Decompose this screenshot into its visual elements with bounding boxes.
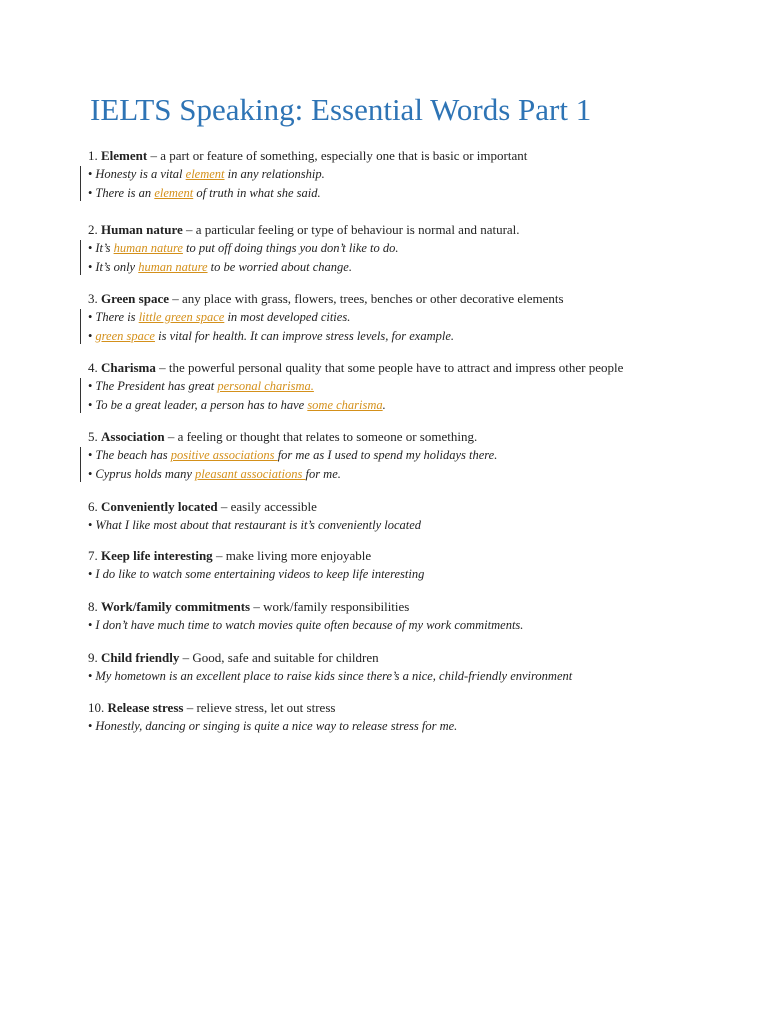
vocab-entry-element (88, 147, 748, 202)
entry-number: 8. (88, 599, 98, 614)
term: Work/family commitments (101, 599, 251, 614)
definition-text: – make living more enjoyable (212, 548, 372, 563)
term: Element (101, 148, 148, 163)
bullet-icon: • (88, 567, 93, 581)
vocab-entry-green-space (88, 290, 748, 345)
examples (88, 446, 748, 483)
highlighted-phrase: personal charisma. (217, 379, 314, 393)
example-sentence: • green space is vital for health. It can improve stress levels, for example. (88, 328, 455, 343)
definition-line (88, 428, 748, 446)
example-sentence: • Honestly, dancing or singing is quite a nice way to release stress for me. (88, 719, 458, 733)
definition-text: – work/family responsibilities (250, 599, 410, 614)
highlighted-phrase: green space (95, 328, 155, 343)
term: Keep life interesting (101, 548, 213, 563)
entry-number: 1. (88, 148, 98, 163)
bullet-icon: • (88, 618, 93, 632)
examples (88, 717, 748, 736)
vocab-entry-work-family-commitments (88, 598, 748, 635)
definition-line (88, 221, 748, 239)
example-sentence: • The President has great personal charisma. (88, 379, 314, 393)
example-sentence: • What I like most about that restaurant is it’s conveniently located (88, 518, 422, 532)
bullet-icon: • (88, 241, 93, 255)
highlighted-phrase: human nature (113, 241, 183, 255)
vocab-entry-release-stress (88, 699, 748, 736)
examples (88, 239, 748, 276)
example-sentence: • There is an element of truth in what she said. (88, 185, 321, 200)
bullet-icon: • (88, 669, 93, 683)
vocab-entry-child-friendly (88, 649, 748, 686)
bullet-icon: • (88, 518, 93, 532)
definition-line (88, 699, 748, 717)
vocab-entry-charisma (88, 359, 748, 414)
definition-text: – the powerful personal quality that some people have to attract and impress other people (155, 360, 624, 375)
highlighted-phrase: positive associations (170, 448, 278, 462)
term: Association (101, 429, 165, 444)
highlighted-phrase: human nature (138, 259, 208, 274)
page-title: IELTS Speaking: Essential Words Part 1 (90, 92, 592, 127)
entry-number: 4. (88, 360, 98, 375)
bullet-icon: • (88, 448, 93, 462)
definition-line (88, 498, 748, 516)
highlighted-phrase: element (154, 185, 194, 200)
bullet-icon: • (88, 167, 93, 181)
example-sentence: • To be a great leader, a person has to have some charisma. (88, 397, 386, 412)
definition-line (88, 547, 748, 565)
definition-text: – Good, safe and suitable for children (179, 650, 379, 665)
bullet-icon: • (88, 466, 93, 481)
vocab-entry-human-nature (88, 221, 748, 276)
examples (88, 565, 748, 584)
bullet-icon: • (88, 397, 93, 412)
examples (88, 616, 748, 635)
definition-line (88, 290, 748, 308)
bullet-icon: • (88, 719, 93, 733)
entry-number: 6. (88, 499, 98, 514)
vocab-entry-conveniently-located (88, 498, 748, 535)
definition-line (88, 359, 748, 377)
examples (88, 165, 748, 202)
term: Charisma (101, 360, 156, 375)
example-sentence: • There is little green space in most developed cities. (88, 310, 351, 324)
example-sentence: • Cyprus holds many pleasant associations for me. (88, 466, 341, 481)
highlighted-phrase: some charisma (307, 397, 383, 412)
vocab-entry-keep-life-interesting (88, 547, 748, 584)
examples (88, 308, 748, 345)
highlighted-phrase: little green space (138, 310, 225, 324)
entry-number: 5. (88, 429, 98, 444)
definition-text: – a feeling or thought that relates to someone or something. (164, 429, 478, 444)
bullet-icon: • (88, 185, 93, 200)
examples (88, 377, 748, 414)
entry-number: 9. (88, 650, 98, 665)
example-sentence: • I don’t have much time to watch movies quite often because of my work commitments. (88, 618, 524, 632)
example-sentence: • It’s human nature to put off doing things you don’t like to do. (88, 241, 399, 255)
entry-number: 2. (88, 222, 98, 237)
bullet-icon: • (88, 328, 93, 343)
term: Conveniently located (101, 499, 218, 514)
definition-text: – a part or feature of something, especially one that is basic or important (147, 148, 528, 163)
definition-line (88, 598, 748, 616)
term: Human nature (101, 222, 183, 237)
example-sentence: • The beach has positive associations for me as I used to spend my holidays there. (88, 448, 498, 462)
vocab-entry-association (88, 428, 748, 483)
definition-text: – easily accessible (217, 499, 317, 514)
highlighted-phrase: pleasant associations (195, 466, 306, 481)
definition-line (88, 649, 748, 667)
example-sentence: • Honesty is a vital element in any relationship. (88, 167, 325, 181)
example-sentence: • It’s only human nature to be worried about change. (88, 259, 352, 274)
entry-number: 7. (88, 548, 98, 563)
term: Release stress (107, 700, 184, 715)
examples (88, 516, 748, 535)
definition-line (88, 147, 748, 165)
term: Green space (101, 291, 169, 306)
bullet-icon: • (88, 310, 93, 324)
examples (88, 667, 748, 686)
bullet-icon: • (88, 259, 93, 274)
term: Child friendly (101, 650, 180, 665)
entry-number: 10. (88, 700, 105, 715)
bullet-icon: • (88, 379, 93, 393)
definition-text: – any place with grass, flowers, trees, benches or other decorative elements (169, 291, 564, 306)
definition-text: – relieve stress, let out stress (183, 700, 336, 715)
example-sentence: • My hometown is an excellent place to raise kids since there’s a nice, child-friendly environment (88, 669, 573, 683)
highlighted-phrase: element (185, 167, 225, 181)
example-sentence: • I do like to watch some entertaining videos to keep life interesting (88, 567, 425, 581)
definition-text: – a particular feeling or type of behaviour is normal and natural. (182, 222, 520, 237)
entry-number: 3. (88, 291, 98, 306)
